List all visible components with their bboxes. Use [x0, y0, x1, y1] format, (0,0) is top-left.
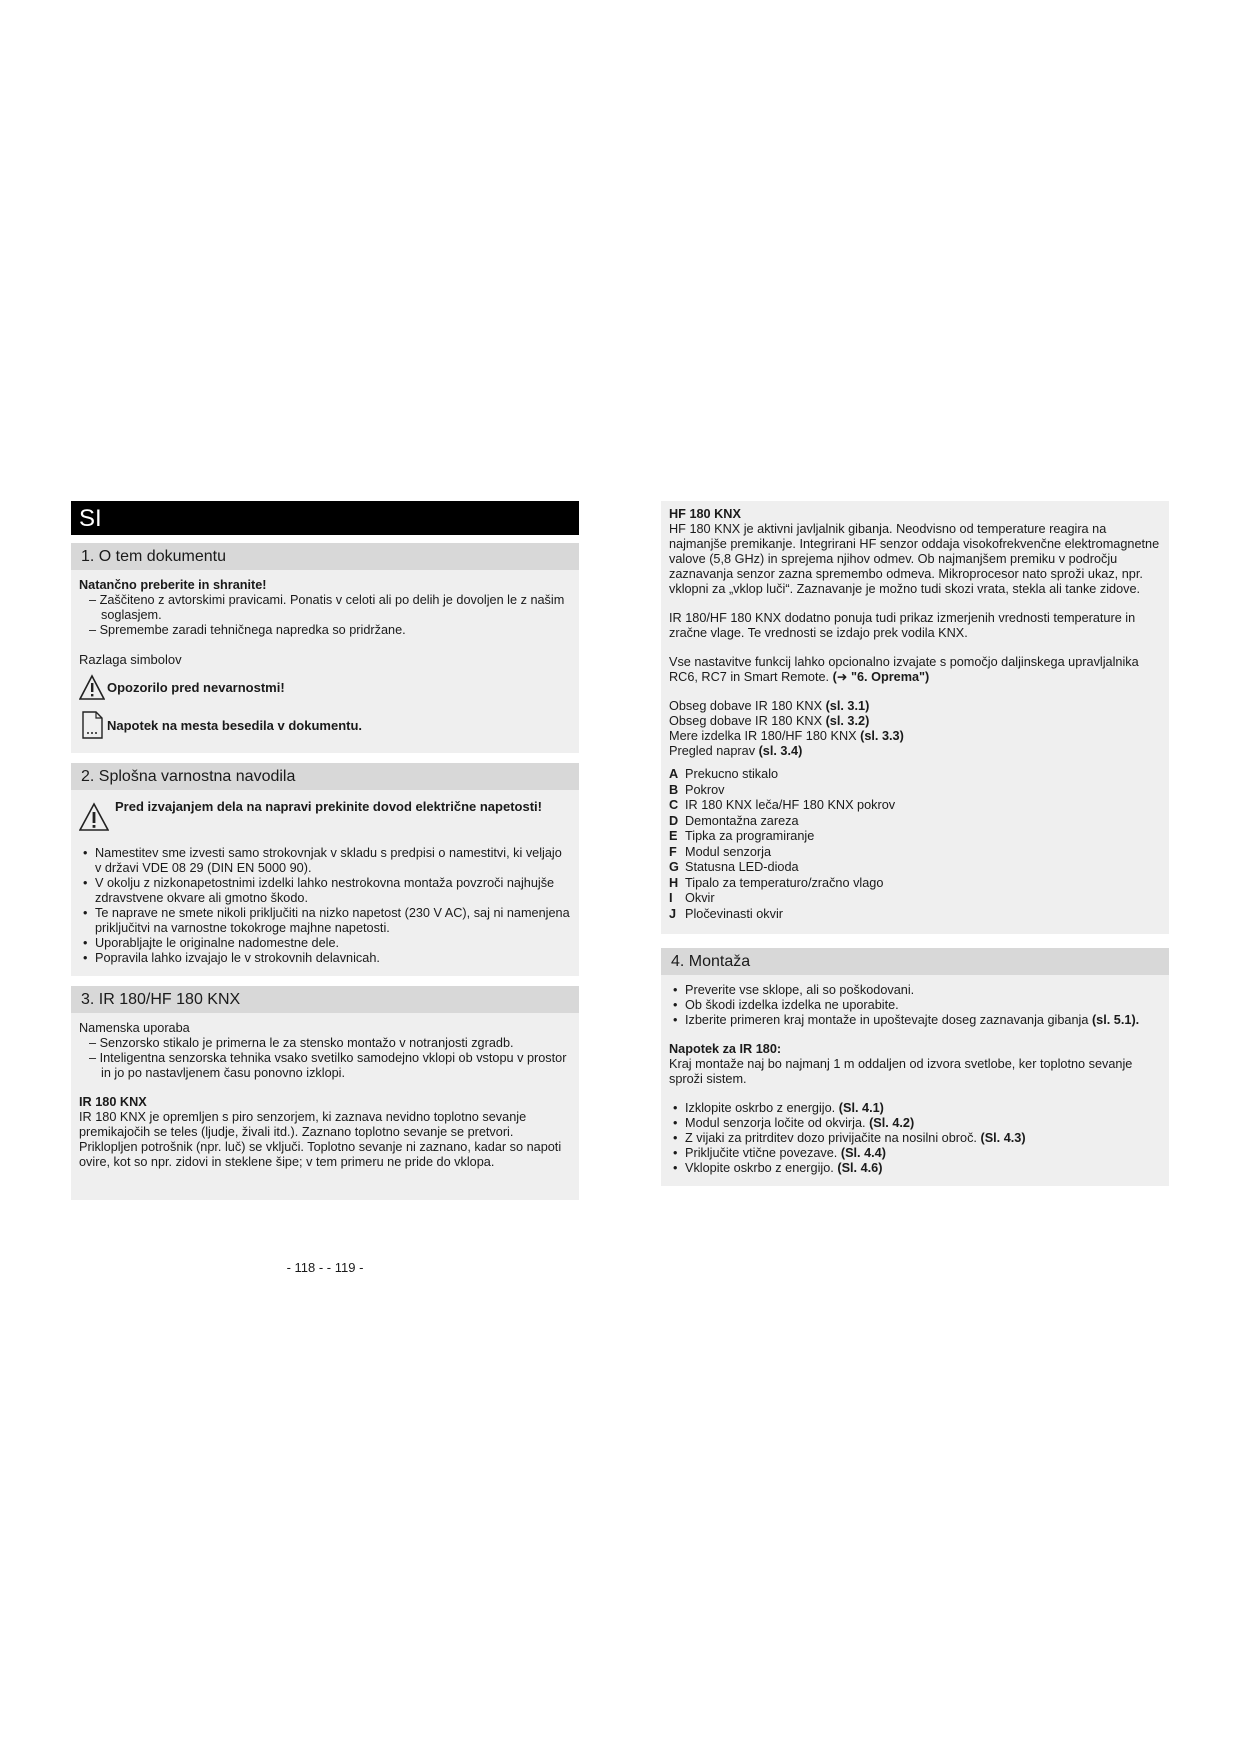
symbol-note-label: Napotek na mesta besedila v dokumentu.	[107, 717, 363, 733]
list-item: • Priključite vtične povezave. (Sl. 4.4)	[669, 1146, 1161, 1161]
dash-item: – Inteligentna senzorska tehnika vsako svetilko samodejno vklopi ob vstopu v prostor in jo po nastavljenem času ponovno izklopi.	[89, 1051, 567, 1080]
list-item: • V okolju z nizkonapetostnimi izdelki lahko nestrokovna montaža povzroči najhujše zdravstvene okvare ali gmotno škodo.	[79, 876, 571, 906]
section-safety	[71, 763, 579, 976]
list-item: • Te naprave ne smete nikoli priključiti na nizko napetost (230 V AC), saj ni namenjena priključitvi na varnostne tokokroge majhne napetosti.	[79, 906, 571, 936]
list-item: • Z vijaki za pritrditev dozo privijačite na nosilni obroč. (Sl. 4.3)	[669, 1131, 1161, 1146]
ir-description: IR 180 KNX je opremljen s piro senzorjem, ki zaznava nevidno toplotno sevanje premikajočih se teles (ljudje, živali itd.). Zaznano toplotno sevanje se pretvori. Priklopljen potrošnik (npr. luč) se vključi. Toplotno sevanje ni zaznano, kadar so napoti ovire, kot so npr. zidovi in steklene šipe; v tem primeru ne pride do vklopa.	[79, 1110, 562, 1169]
right-column	[661, 501, 1169, 1186]
safety-warning	[79, 798, 571, 832]
safety-list	[79, 846, 571, 966]
page-number: - 118 - - 119 -	[286, 1260, 364, 1275]
legend-row: A Prekucno stikalo	[669, 767, 779, 781]
mounting-steps-list	[669, 1101, 1161, 1176]
warning-triangle-icon	[79, 802, 109, 832]
legend-row: I Okvir	[669, 891, 715, 905]
figure-line: Pregled naprav (sl. 3.4)	[669, 744, 803, 758]
figure-line: Obseg dobave IR 180 KNX (sl. 3.1)	[669, 699, 870, 713]
section-3-title: 3. IR 180/HF 180 KNX	[71, 986, 579, 1013]
figure-list	[669, 699, 1161, 759]
symbols-title: Razlaga simbolov	[79, 652, 182, 667]
dash-item: – Spremembe zaradi tehničnega napredka so pridržane.	[89, 623, 406, 637]
legend-row: J Pločevinasti okvir	[669, 906, 784, 921]
hf-title: HF 180 KNX	[669, 507, 741, 521]
section-product-continued	[661, 501, 1169, 934]
left-column	[71, 501, 579, 1210]
remote-text: Vse nastavitve funkcij lahko opcionalno izvajate s pomočjo daljinskega upravljalnika RC6, RC7 in Smart Remote.	[669, 655, 1139, 684]
remote-paragraph	[669, 655, 1161, 685]
ir-note-title: Napotek za IR 180:	[669, 1042, 782, 1056]
ir-title: IR 180 KNX	[79, 1095, 147, 1109]
list-item: • Uporabljajte le originalne nadomestne dele.	[79, 936, 571, 951]
section-1-title: 1. O tem dokumentu	[71, 543, 579, 570]
legend-row: B Pokrov	[669, 782, 725, 797]
legend-row: C IR 180 KNX leča/HF 180 KNX pokrov	[669, 798, 896, 812]
figure-line: Mere izdelka IR 180/HF 180 KNX (sl. 3.3)	[669, 729, 904, 743]
device-legend	[669, 767, 1161, 922]
document-note-icon	[79, 710, 105, 740]
section-product	[71, 986, 579, 1200]
figure-line: Obseg dobave IR 180 KNX (sl. 3.2)	[669, 714, 870, 728]
list-item: • Vklopite oskrbo z energijo. (Sl. 4.6)	[669, 1161, 1161, 1176]
legend-row: D Demontažna zareza	[669, 813, 799, 828]
legend-row: H Tipalo za temperaturo/zračno vlago	[669, 875, 884, 890]
legend-row: F Modul senzorja	[669, 844, 772, 859]
hf-description: HF 180 KNX je aktivni javljalnik gibanja. Neodvisno od temperature reagira na najmanjše premikanje. Integrirani HF senzor oddaja visokofrekvenčne elektromagnetne valove (5,8 GHz) in sprejema njihov odmev. Ob najmanjšem premiku v področju zaznavanja senzor zazna spremembo odmeva. Mikroprocesor nato sproži ukaz, npr. vklopni za „vklop luči“. Zaznavanje je možno tudi skozi vrata, stekla ali tanke zidove.	[669, 522, 1160, 596]
symbol-warning-label: Opozorilo pred nevarnostmi!	[107, 679, 285, 695]
section-4-title: 4. Montaža	[661, 948, 1169, 975]
intended-use-title: Namenska uporaba	[79, 1021, 190, 1035]
legend-row: G Statusna LED-dioda	[669, 860, 799, 874]
section-about-document	[71, 543, 579, 753]
mounting-checks-list	[669, 983, 1161, 1028]
list-item: • Izberite primeren kraj montaže in upoštevajte doseg zaznavanja gibanja (sl. 5.1).	[669, 1013, 1161, 1028]
symbol-warning-row	[79, 669, 571, 705]
dash-item: – Senzorsko stikalo je primerna le za stensko montažo v notranjosti zgradb.	[89, 1036, 514, 1050]
dash-item: – Zaščiteno z avtorskimi pravicami. Ponatis v celoti ali po delih je dovoljen le z našim soglasjem.	[89, 593, 565, 622]
safety-warning-text: Pred izvajanjem dela na napravi prekinite dovod električne napetosti!	[115, 799, 542, 814]
list-item: • Preverite vse sklope, ali so poškodovani.	[669, 983, 1161, 998]
list-item: • Popravila lahko izvajajo le v strokovnih delavnicah.	[79, 951, 571, 966]
warning-triangle-icon	[79, 672, 105, 702]
list-item: • Namestitev sme izvesti samo strokovnjak v skladu s predpisi o namestitvi, ki veljajo v državi VDE 08 29 (DIN EN 5000 90).	[79, 846, 571, 876]
list-item: • Izklopite oskrbo z energijo. (Sl. 4.1)	[669, 1101, 1161, 1116]
list-item: • Ob škodi izdelka izdelka ne uporabite.	[669, 998, 1161, 1013]
read-and-keep: Natančno preberite in shranite!	[79, 578, 267, 592]
section-mounting	[661, 948, 1169, 1186]
language-header: SI	[71, 501, 579, 535]
section-2-title: 2. Splošna varnostna navodila	[71, 763, 579, 790]
measurement-paragraph: IR 180/HF 180 KNX dodatno ponuja tudi prikaz izmerjenih vrednosti temperature in zračne vlage. Te vrednosti se izdajo prek vodila KNX.	[669, 611, 1136, 640]
remote-ref: (➜ "6. Oprema")	[832, 670, 930, 684]
legend-row: E Tipka za programiranje	[669, 829, 815, 843]
symbol-note-row	[79, 707, 571, 743]
ir-note-text: Kraj montaže naj bo najmanj 1 m oddaljen od izvora svetlobe, ker toplotno sevanje sproži sistem.	[669, 1057, 1133, 1086]
list-item: • Modul senzorja ločite od okvirja. (Sl. 4.2)	[669, 1116, 1161, 1131]
